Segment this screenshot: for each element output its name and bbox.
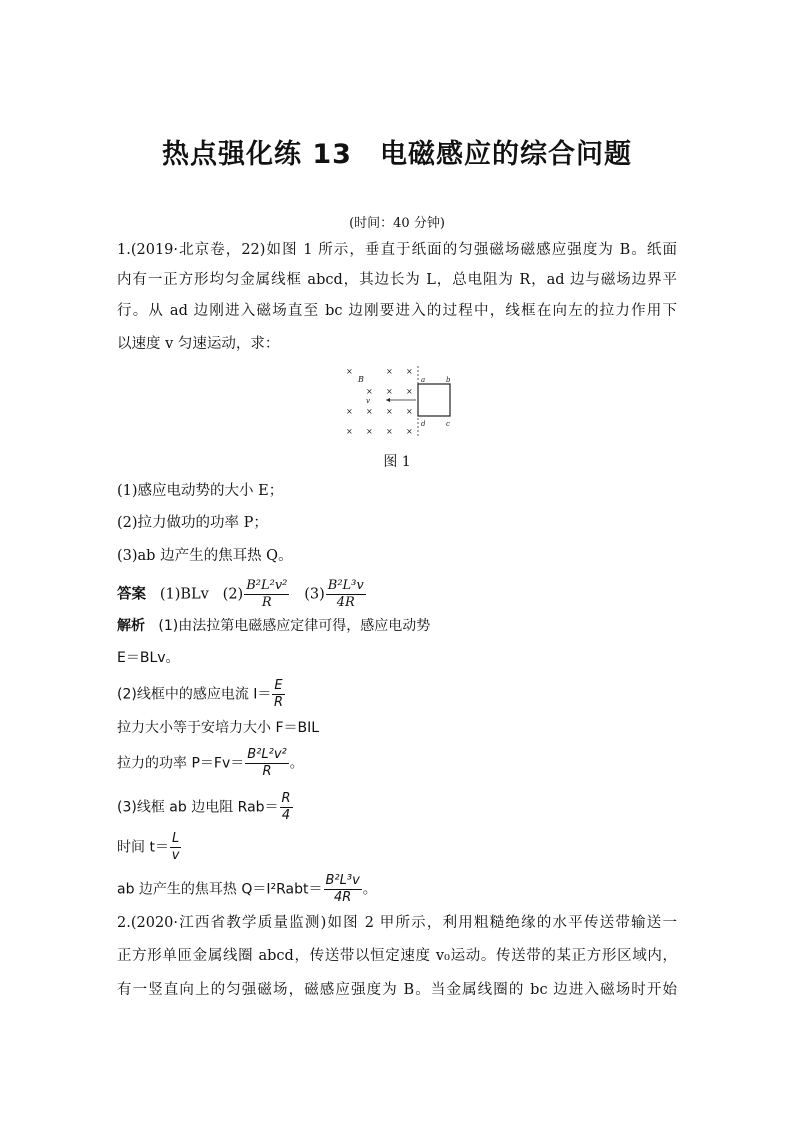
cross-mark: × xyxy=(366,427,373,436)
q2-line-1: 2.(2020·江西省教学质量监测)如图 2 甲所示，利用粗糙绝缘的水平传送带输送一 xyxy=(117,915,677,931)
cross-mark: × xyxy=(406,367,413,376)
cross-mark: × xyxy=(406,407,413,416)
cross-mark: × xyxy=(386,367,393,376)
answer-part-3-prefix: (3) xyxy=(304,586,325,603)
analysis-line-4: 拉力大小等于安培力大小 F＝BIL xyxy=(117,720,320,736)
cross-mark: × xyxy=(366,387,373,396)
answer-label: 答案 xyxy=(117,586,146,603)
analysis-line-8: ab 边产生的焦耳热 Q＝I²Rabt＝ $\frac{\text{B²L³v}}{4R}$ 。 xyxy=(117,873,377,905)
q1-line-1: 1.(2019·北京卷，22)如图 1 所示，垂直于纸面的匀强磁场磁感应强度为 B。纸面 xyxy=(117,242,677,258)
cross-mark: × xyxy=(346,427,353,436)
answer-line xyxy=(117,578,367,611)
analysis-line-2: E＝BLv。 xyxy=(117,650,180,666)
cross-mark: × xyxy=(386,387,393,396)
label-v: v xyxy=(366,397,370,405)
square-frame xyxy=(418,384,450,416)
analysis-line-1: 解析 (1)由法拉第电磁感应定律可得，感应电动势 xyxy=(117,618,431,634)
cross-mark: × xyxy=(406,387,413,396)
q1-line-3: 行。从 ad 边刚进入磁场直至 bc 边刚要进入的过程中，线框在向左的拉力作用下 xyxy=(117,303,677,319)
page-title: 热点强化练 13 电磁感应的综合问题 xyxy=(162,139,632,170)
figure-1-magnetic-field-diagram xyxy=(340,366,460,438)
q1-sub-1: (1)感应电动势的大小 E； xyxy=(117,483,284,499)
q1-sub-3: (3)ab 边产生的焦耳热 Q。 xyxy=(117,548,293,564)
answer-part-2-prefix: (2) xyxy=(222,586,244,603)
cross-mark: × xyxy=(366,407,373,416)
q1-sub-2: (2)拉力做功的功率 P； xyxy=(117,515,268,531)
cross-mark: × xyxy=(346,367,353,376)
arrow-head xyxy=(386,398,390,402)
q2-line-2: 正方形单匝金属线圈 abcd，传送带以恒定速度 v₀运动。传送带的某正方形区域内， xyxy=(117,948,677,964)
cross-mark: × xyxy=(386,427,393,436)
q1-line-4: 以速度 v 匀速运动，求： xyxy=(117,336,280,352)
time-limit: (时间：40 分钟) xyxy=(349,216,445,231)
label-d: d xyxy=(421,420,426,428)
figure-1-caption: 图 1 xyxy=(383,454,411,470)
cross-mark: × xyxy=(386,407,393,416)
analysis-line-5: 拉力的功率 P＝Fv＝ $\frac{\text{B²L²v²}}{R}$ 。 xyxy=(117,747,304,779)
label-b: b xyxy=(446,376,451,384)
q1-line-2: 内有一正方形均匀金属线框 abcd，其边长为 L，总电阻为 R，ad 边与磁场边界平 xyxy=(117,272,677,288)
answer-part-2-fraction: $\frac{\text{B²L²v²}}{R}$ xyxy=(246,578,288,610)
analysis-line-6: (3)线框 ab 边电阻 Rab＝ $\frac{R}{4}$ xyxy=(117,791,291,823)
q2-line-3: 有一竖直向上的匀强磁场，磁感应强度为 B。当金属线圈的 bc 边进入磁场时开始 xyxy=(117,982,677,998)
label-a: a xyxy=(421,376,426,384)
analysis-line-7: 时间 t＝ $\frac{L}{v}$ xyxy=(117,831,180,863)
label-B: B xyxy=(358,375,364,384)
analysis-line-3: (2)线框中的感应电流 I＝ $\frac{E}{R}$ xyxy=(117,678,284,710)
cross-mark: × xyxy=(406,427,413,436)
answer-part-3-fraction: $\frac{\text{B²L³v}}{4R}$ xyxy=(327,578,364,610)
label-c: c xyxy=(446,420,450,428)
cross-mark: × xyxy=(346,407,353,416)
analysis-label: 解析 xyxy=(117,618,145,634)
answer-part-1: (1)BLv xyxy=(159,586,209,603)
